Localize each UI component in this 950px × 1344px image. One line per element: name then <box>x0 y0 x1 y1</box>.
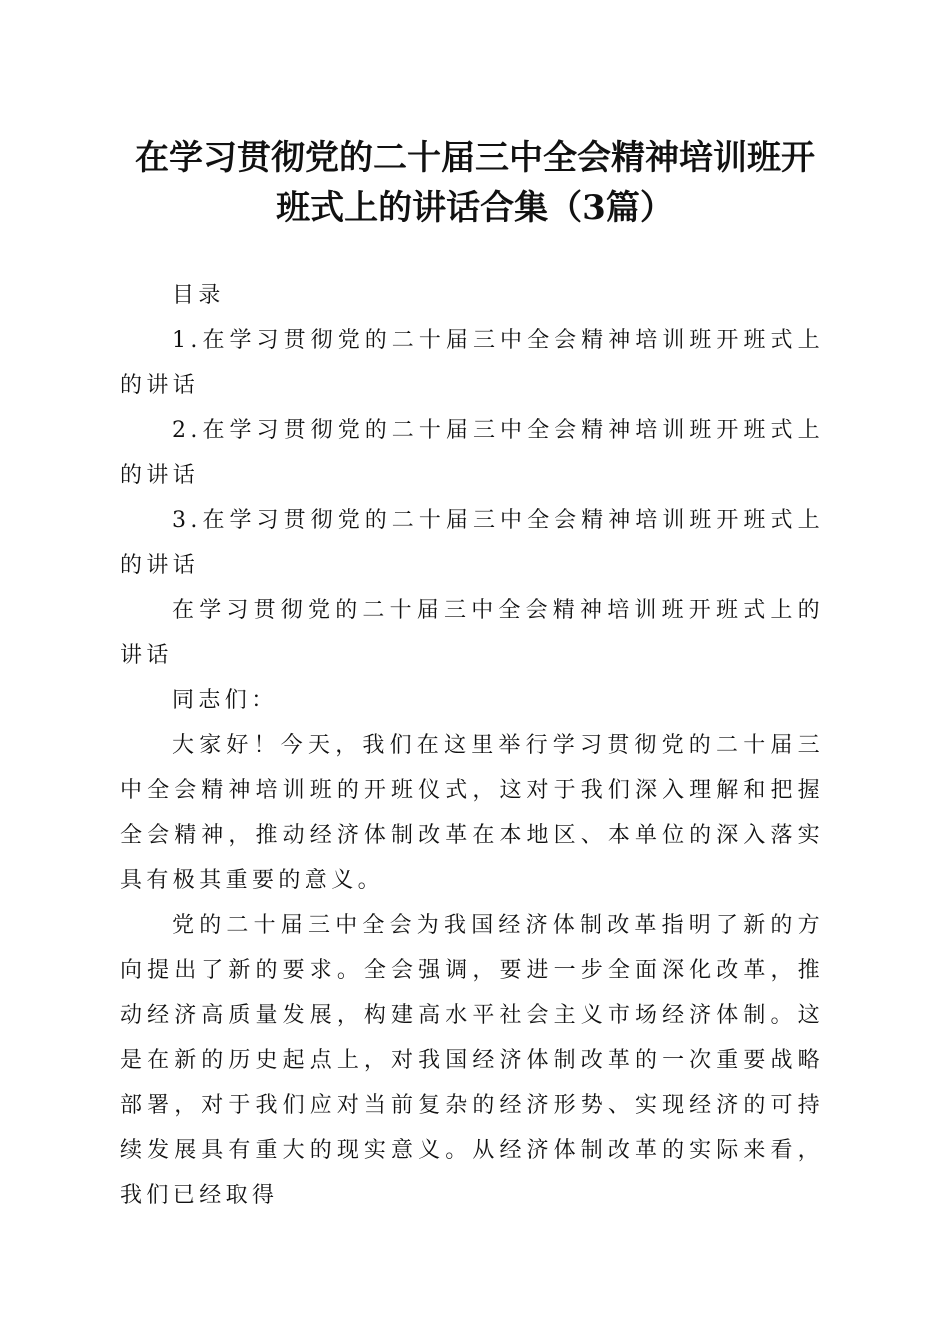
title-line-2: 班式上的讲话合集（3篇） <box>276 188 674 228</box>
document-title <box>100 133 850 233</box>
section-title: 在学习贯彻党的二十届三中全会精神培训班开班式上的讲话 <box>120 598 824 668</box>
paragraph-1: 大家好！今天，我们在这里举行学习贯彻党的二十届三中全会精神培训班的开班仪式，这对于我们深入理解和把握全会精神，推动经济体制改革在本地区、本单位的深入落实具有极其重要的意义。 <box>120 733 824 893</box>
salutation: 同志们： <box>172 688 278 713</box>
toc-item-1: 1.在学习贯彻党的二十届三中全会精神培训班开班式上的讲话 <box>120 328 824 398</box>
toc-heading: 目录 <box>172 283 225 308</box>
toc-item-3: 3.在学习贯彻党的二十届三中全会精神培训班开班式上的讲话 <box>120 508 824 578</box>
toc-item-2: 2.在学习贯彻党的二十届三中全会精神培训班开班式上的讲话 <box>120 418 824 488</box>
title-line-1: 在学习贯彻党的二十届三中全会精神培训班开 <box>135 138 815 178</box>
document-body <box>120 273 824 1218</box>
paragraph-2: 党的二十届三中全会为我国经济体制改革指明了新的方向提出了新的要求。全会强调，要进一步全面深化改革，推动经济高质量发展，构建高水平社会主义市场经济体制。这是在新的历史起点上，对我国经济体制改革的一次重要战略部署，对于我们应对当前复杂的经济形势、实现经济的可持续发展具有重大的现实意义。从经济体制改革的实际来看，我们已经取得 <box>120 913 824 1208</box>
